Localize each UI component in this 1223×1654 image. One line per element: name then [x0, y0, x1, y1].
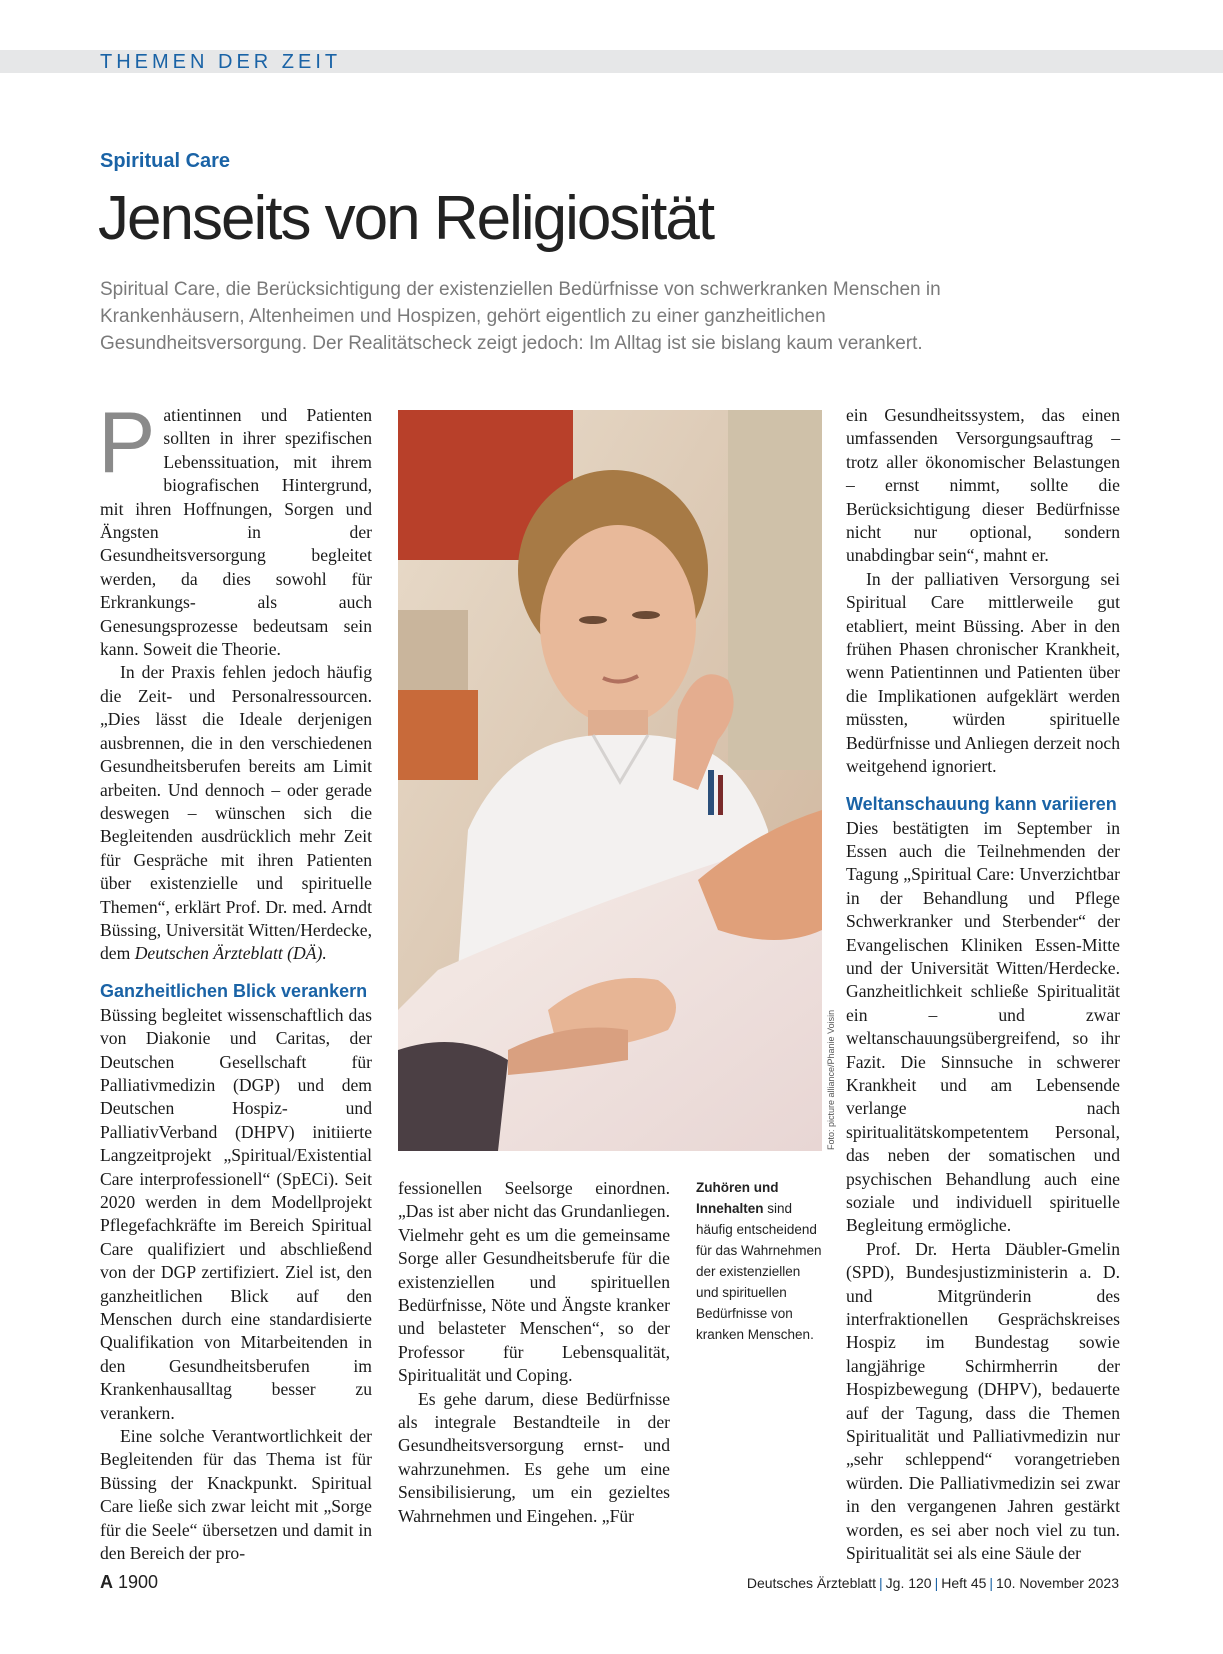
- article-title: Jenseits von Religiosität: [98, 184, 714, 253]
- journal-name: Deutsches Ärzteblatt: [746, 1575, 877, 1591]
- subheading: Ganzheitlichen Blick verankern: [100, 980, 368, 1001]
- journal-volume: Jg. 120: [885, 1575, 932, 1591]
- article-kicker: Spiritual Care: [100, 150, 231, 172]
- text-column-3: [846, 404, 1120, 1566]
- paragraph: Dies bestätigten im September in Essen auch die Teilnehmenden der Tagung „Spiritual Care: Unverzichtbar in der Behandlung und Pflege Schwerkranker und Sterbender“ der Evangelischen Kliniken Essen-Mitte und der Universität Witten/Herdecke. Ganzheitlichkeit schließe Spiritualität ein – und zwar weltanschauungsübergreifend, so ihr Fazit. Die Sinnsuche in schwerer Krankheit und am Lebensende verlange nach spiritualitätskompetentem Personal, das neben der somatischen und psychischen Behandlung auch eine soziale und individuell spirituelle Begleitung ermögliche.: [846, 817, 1120, 1236]
- drop-cap: P: [98, 395, 156, 491]
- section-label: THEMEN DER ZEIT: [100, 51, 342, 73]
- paragraph: fessionellen Seelsorge einordnen. „Das ist aber nicht das Grundanliegen. Vielmehr geht es um die gemeinsame Sorge aller Gesundheitsberufe für die existenziellen und spirituellen Bedürfnisse, Nöte und Ängste kranker und belasteter Menschen“, so der Professor für Lebensqualität, Spiritualität und Coping.: [398, 1178, 670, 1386]
- paragraph: Büssing begleitet wissenschaftlich das von Diakonie und Caritas, der Deutschen Gesellschaft für Palliativmedizin (DGP) und dem Deutschen Hospiz- und PalliativVerband (DHPV) initiierte Langzeitprojekt „Spiritual/Existential Care interprofessionell“ (SpECi). Seit 2020 werden in dem Modellprojekt Pflegefachkräfte im Bereich Spiritual Care qualifiziert und abschließend von der DGP zertifiziert. Ziel ist, den ganzheitlichen Blick auf den Menschen durch eine standardisierte Qualifikation von Mitarbeitenden in den Gesundheitsberufen im Krankenhausalltag besser zu verankern.: [100, 1004, 372, 1423]
- text-column-2: [398, 1177, 670, 1528]
- paragraph: Prof. Dr. Herta Däubler-Gmelin (SPD), Bundesjustizministerin a. D. und Mitgründerin des interfraktionellen Gesprächskreises Hospiz im Bundestag sowie langjährige Schirmherrin der Hospizbewegung (DHPV), bedauerte auf der Tagung, dass die Themen Spiritualität und Palliativmedizin nur „sehr schleppend“ vorangetrieben würden. Die Palliativmedizin sei zwar in den vergangenen Jahren gestärkt worden, es sei aber noch viel zu tun. Spiritualität sei als eine Säule der: [846, 1238, 1120, 1564]
- publication-name: Deutschen Ärzteblatt (DÄ).: [134, 943, 327, 964]
- photo-credit: Foto: picture alliance/Phanie Voisin: [826, 1009, 836, 1150]
- article-lead: Spiritual Care, die Berücksichtigung der existenziellen Bedürfnisse von schwerkranken Menschen in Krankenhäusern, Altenheimen und Hospizen, gehört eigentlich zu einer ganzheitlichen Gesundheitsversorgung. Der Realitätscheck zeigt jedoch: Im Alltag ist sie bislang kaum verankert.: [100, 279, 941, 354]
- journal-issue: Heft 45: [941, 1575, 987, 1591]
- paragraph: In der palliativen Versorgung sei Spiritual Care mittlerweile gut etabliert, meint Büssing. Aber in den frühen Phasen chronischer Krankheit, wenn Patientinnen und Patienten über die Implikationen aufgeklärt werden müssten, würden spirituelle Bedürfnisse und Anliegen derzeit noch weitgehend ignoriert.: [846, 568, 1120, 777]
- paragraph: [100, 661, 372, 965]
- paragraph: Eine solche Verantwortlichkeit der Begleitenden für das Thema ist für Büssing der Knackpunkt. Spiritual Care ließe sich zwar leicht mit „Sorge für die Seele“ übersetzen und damit in den Bereich der pro-: [100, 1426, 372, 1564]
- article-photo: [398, 410, 822, 1151]
- text-column-1: [98, 395, 372, 1566]
- page-number-value: 1900: [118, 1572, 159, 1592]
- issue-date: 10. November 2023: [996, 1575, 1119, 1591]
- page-number: [100, 1572, 158, 1593]
- photo-caption: [696, 1177, 824, 1345]
- paragraph: ein Gesundheitssystem, das einen umfassenden Versorgungsauftrag – trotz aller ökonomischer Belastungen – ernst nimmt, sollte die Berücksichtigung dieser Bedürfnisse nicht nur optional, sondern unabdingbar sein“, mahnt er.: [846, 405, 1120, 566]
- paragraph-text: atientinnen und Patienten sollten in ihrer spezifischen Lebenssituation, mit ihrem biografischen Hintergrund, mit ihren Hoffnungen, Sorgen und Ängsten in der Gesundheitsversorgung begleitet werden, da dies sowohl für Erkrankungs- als auch Genesungsprozesse bedeutsam sein kann. Soweit die Theorie.: [100, 405, 372, 660]
- caption-bold: Zuhören und Innehalten: [696, 1180, 779, 1216]
- paragraph-text: In der Praxis fehlen jedoch häufig die Zeit- und Personalressourcen. „Dies lässt die Ideale derjenigen ausbrennen, die in den verschiedenen Gesundheitsberufen bereits am Limit arbeiten. Und dennoch – oder gerade deswegen – wünschen sich die Begleitenden ausdrücklich mehr Zeit für Gespräche mit ihren Patienten über existenzielle und spirituelle Themen“, erklärt Prof. Dr. med. Arndt Büssing, Universität Witten/Herdecke, dem: [100, 662, 372, 964]
- subheading: Weltanschauung kann variieren: [846, 793, 1117, 814]
- caption-text: sind häufig entscheidend für das Wahrnehmen der existenziellen und spirituellen Bedürfnisse von kranken Menschen.: [696, 1201, 822, 1342]
- paragraph: [98, 395, 372, 661]
- paragraph: Es gehe darum, diese Bedürfnisse als integrale Bestandteile in der Gesundheitsversorgung ernst- und wahrzunehmen. Es gehe um eine Sensibilisierung, um ein gezieltes Wahrnehmen und Eingehen. „Für: [398, 1388, 670, 1526]
- footer-meta: Deutsches Ärzteblatt | Jg. 120 | Heft 45 | 10. November 2023: [746, 1575, 1119, 1591]
- nurse-photo-illustration: [398, 410, 822, 1151]
- page-prefix: A: [100, 1572, 113, 1592]
